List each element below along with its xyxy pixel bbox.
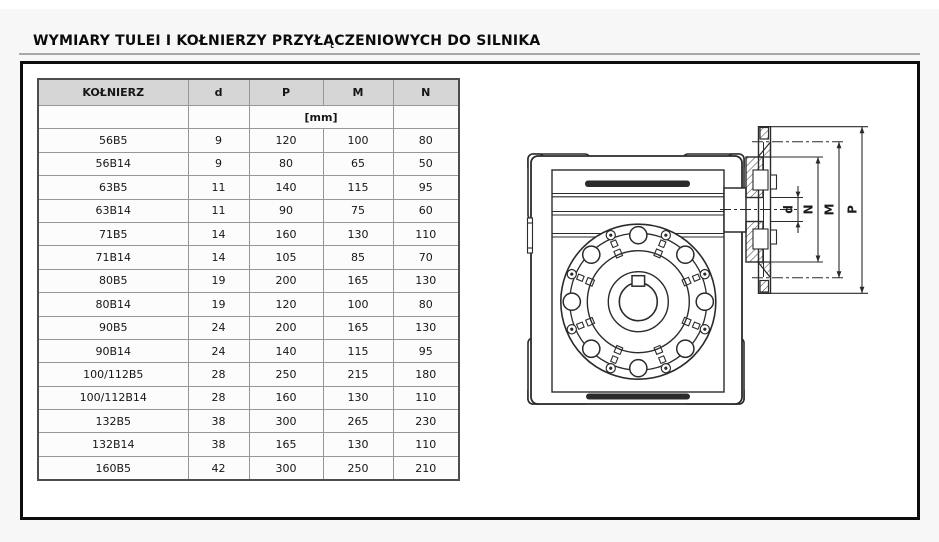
unit-cell-empty [188, 106, 249, 129]
table-cell: 71B14 [38, 246, 188, 269]
table-cell: 210 [393, 456, 459, 480]
housing-left-tab [528, 218, 533, 253]
table-header-row [38, 79, 459, 106]
table-cell: 28 [188, 386, 249, 409]
table-cell: 71B5 [38, 222, 188, 245]
table-cell: 105 [249, 246, 323, 269]
table-row [38, 316, 459, 339]
table-cell: 115 [323, 176, 393, 199]
table-cell: 9 [188, 152, 249, 175]
table-cell: 70 [393, 246, 459, 269]
table-cell: 56B14 [38, 152, 188, 175]
table-cell: 230 [393, 410, 459, 433]
table-cell: 100/112B14 [38, 386, 188, 409]
table-body [38, 106, 459, 481]
table-cell: 115 [323, 339, 393, 362]
table-cell: 100 [323, 129, 393, 152]
table-cell: 140 [249, 339, 323, 362]
table-cell: 65 [323, 152, 393, 175]
table-cell: 300 [249, 456, 323, 480]
table-row [38, 339, 459, 362]
table-row [38, 129, 459, 152]
table-cell: 250 [323, 456, 393, 480]
dimension-label-d: d [781, 205, 796, 214]
table-cell: 19 [188, 293, 249, 316]
column-header: d [188, 79, 249, 106]
table-cell: 95 [393, 339, 459, 362]
dimension-m [823, 142, 842, 278]
flange-top-rim [760, 128, 769, 140]
table-cell: 130 [323, 433, 393, 456]
table-cell: 200 [249, 269, 323, 292]
flange-dimensions-table [37, 78, 460, 481]
table-cell: 160 [249, 386, 323, 409]
table-cell: 24 [188, 316, 249, 339]
housing-bottom-slot [586, 394, 690, 400]
table-row [38, 410, 459, 433]
table-cell: 19 [188, 269, 249, 292]
table-cell: 14 [188, 246, 249, 269]
table-row [38, 176, 459, 199]
table-cell: 165 [249, 433, 323, 456]
table-cell: 38 [188, 410, 249, 433]
table-cell: 100/112B5 [38, 363, 188, 386]
unit-label: [mm] [249, 106, 393, 129]
dimension-label-p: P [845, 205, 860, 214]
table-cell: 165 [323, 316, 393, 339]
flange-bottom-rim [760, 281, 769, 293]
keyway-slot [632, 276, 645, 287]
table-cell: 300 [249, 410, 323, 433]
column-header: N [393, 79, 459, 106]
table-cell: 215 [323, 363, 393, 386]
unit-cell-empty [38, 106, 188, 129]
table-cell: 130 [323, 222, 393, 245]
table-cell: 80 [393, 129, 459, 152]
table-cell: 38 [188, 433, 249, 456]
table-cell: 24 [188, 339, 249, 362]
table-cell: 11 [188, 199, 249, 222]
table-cell: 56B5 [38, 129, 188, 152]
table-cell: 90B14 [38, 339, 188, 362]
table-cell: 160 [249, 222, 323, 245]
table-cell: 14 [188, 222, 249, 245]
table-header [38, 79, 459, 106]
table-row [38, 433, 459, 456]
table-cell: 132B5 [38, 410, 188, 433]
table-cell: 132B14 [38, 433, 188, 456]
table-row [38, 199, 459, 222]
table-cell: 75 [323, 199, 393, 222]
table-cell: 95 [393, 176, 459, 199]
table-cell: 90 [249, 199, 323, 222]
unit-row [38, 106, 459, 129]
table-cell: 80B14 [38, 293, 188, 316]
table-cell: 110 [393, 386, 459, 409]
dimension-label-n: N [801, 204, 816, 215]
table-cell: 140 [249, 176, 323, 199]
table-cell: 28 [188, 363, 249, 386]
table-row [38, 152, 459, 175]
table-row [38, 246, 459, 269]
title-underline [19, 53, 920, 55]
table-cell: 200 [249, 316, 323, 339]
table-cell: 130 [393, 269, 459, 292]
housing-top-slot [585, 181, 690, 188]
table-cell: 85 [323, 246, 393, 269]
table-cell: 50 [393, 152, 459, 175]
table-cell: 63B14 [38, 199, 188, 222]
table-cell: 9 [188, 129, 249, 152]
table-cell: 11 [188, 176, 249, 199]
page-top-margin [0, 0, 939, 9]
table-cell: 60 [393, 199, 459, 222]
table-row [38, 222, 459, 245]
table-cell: 265 [323, 410, 393, 433]
table-cell: 110 [393, 433, 459, 456]
table-cell: 42 [188, 456, 249, 480]
table-cell: 165 [323, 269, 393, 292]
column-header: P [249, 79, 323, 106]
table-row [38, 456, 459, 480]
table-row [38, 386, 459, 409]
table-cell: 100 [323, 293, 393, 316]
column-header: M [323, 79, 393, 106]
table-row [38, 269, 459, 292]
table-cell: 120 [249, 293, 323, 316]
table-row [38, 293, 459, 316]
page-title: WYMIARY TULEI I KOŁNIERZY PRZYŁĄCZENIOWYCH DO SILNIKA [33, 33, 541, 49]
table-cell: 180 [393, 363, 459, 386]
table-cell: 130 [323, 386, 393, 409]
gearbox-flange-drawing [480, 80, 930, 500]
table-cell: 130 [393, 316, 459, 339]
unit-cell-empty [393, 106, 459, 129]
table-cell: 80 [393, 293, 459, 316]
table-cell: 63B5 [38, 176, 188, 199]
column-header: KOŁNIERZ [38, 79, 188, 106]
table-cell: 110 [393, 222, 459, 245]
dimension-label-m: M [822, 203, 837, 216]
table-cell: 250 [249, 363, 323, 386]
table-cell: 80B5 [38, 269, 188, 292]
table-cell: 120 [249, 129, 323, 152]
table-cell: 160B5 [38, 456, 188, 480]
output-flange-face [561, 224, 716, 379]
table-row [38, 363, 459, 386]
table-cell: 80 [249, 152, 323, 175]
table-cell: 90B5 [38, 316, 188, 339]
